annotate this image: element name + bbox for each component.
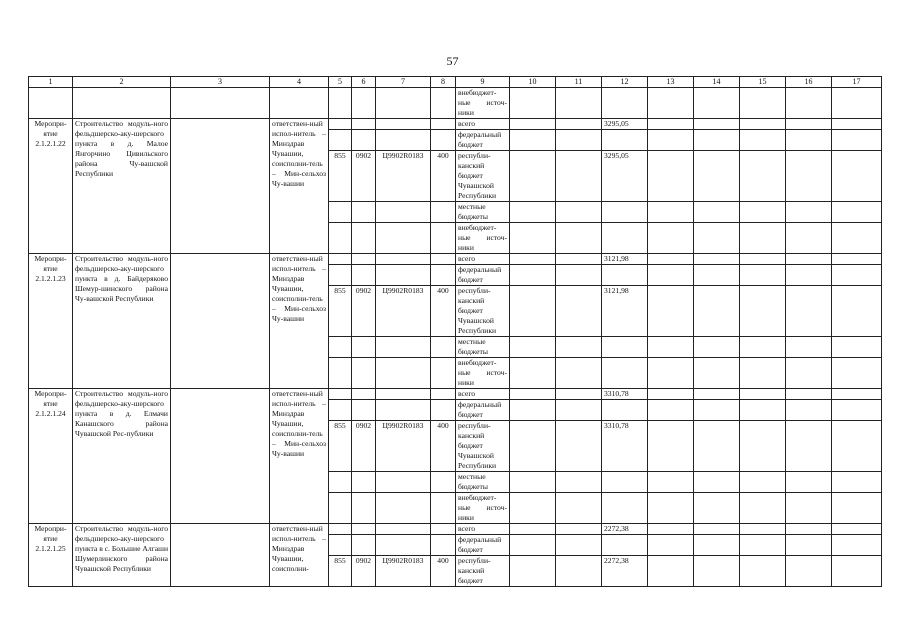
empty-cell (376, 223, 431, 254)
empty-cell (171, 254, 270, 389)
table-row (29, 119, 882, 130)
empty-cell (740, 286, 786, 337)
empty-cell (832, 286, 882, 337)
empty-cell (786, 254, 832, 265)
empty-cell (376, 389, 431, 400)
column-number-7: 7 (376, 77, 431, 88)
empty-cell (556, 202, 602, 223)
empty-cell (431, 535, 456, 556)
csr-code-cell: Ц9902R0183 (376, 151, 431, 202)
vr-code-cell: 400 (431, 421, 456, 472)
empty-cell (740, 223, 786, 254)
empty-cell (556, 472, 602, 493)
empty-cell (431, 472, 456, 493)
empty-cell (694, 421, 740, 472)
grbs-code-cell: 855 (329, 556, 352, 587)
empty-cell (832, 130, 882, 151)
empty-cell (786, 524, 832, 535)
empty-cell (694, 472, 740, 493)
empty-cell (832, 119, 882, 130)
column-number-17: 17 (832, 77, 882, 88)
empty-cell (556, 535, 602, 556)
amount-cell (602, 202, 648, 223)
empty-cell (648, 556, 694, 587)
empty-cell (832, 421, 882, 472)
executor-cell: ответствен-ный испол-нитель – Минздрав Чувашии, соисполни-тель – Мин-сельхоз Чу-вашии (270, 254, 329, 389)
column-number-10: 10 (510, 77, 556, 88)
empty-cell (510, 223, 556, 254)
amount-cell: 2272,38 (602, 524, 648, 535)
source-cell: внебюджет-ные источ-ники (456, 88, 510, 119)
empty-cell (329, 358, 352, 389)
empty-cell (510, 535, 556, 556)
empty-cell (376, 130, 431, 151)
amount-cell (602, 223, 648, 254)
empty-cell (694, 254, 740, 265)
empty-cell (352, 493, 376, 524)
empty-cell (431, 337, 456, 358)
empty-cell (376, 254, 431, 265)
empty-cell (648, 254, 694, 265)
empty-cell (510, 337, 556, 358)
source-cell: всего (456, 524, 510, 535)
empty-cell (832, 254, 882, 265)
empty-cell (648, 493, 694, 524)
empty-cell (431, 130, 456, 151)
empty-cell (376, 472, 431, 493)
empty-cell (352, 535, 376, 556)
event-number-cell: Меропри-ятие 2.1.2.1.22 (29, 119, 73, 254)
empty-cell (329, 223, 352, 254)
empty-cell (648, 286, 694, 337)
empty-cell (786, 265, 832, 286)
empty-cell (740, 358, 786, 389)
source-cell: местные бюджеты (456, 202, 510, 223)
empty-cell (740, 421, 786, 472)
empty-cell (352, 337, 376, 358)
amount-cell (602, 358, 648, 389)
source-cell: федеральный бюджет (456, 265, 510, 286)
source-cell: федеральный бюджет (456, 535, 510, 556)
empty-cell (376, 358, 431, 389)
empty-cell (431, 223, 456, 254)
empty-cell (740, 535, 786, 556)
empty-cell (376, 524, 431, 535)
empty-cell (431, 119, 456, 130)
source-cell: внебюджет-ные источ-ники (456, 493, 510, 524)
empty-cell (786, 535, 832, 556)
amount-cell (602, 472, 648, 493)
grbs-code-cell: 855 (329, 286, 352, 337)
empty-cell (329, 400, 352, 421)
source-cell: республи-канский бюджет (456, 556, 510, 587)
empty-cell (352, 254, 376, 265)
event-number-cell: Меропри-ятие 2.1.2.1.23 (29, 254, 73, 389)
source-cell: республи-канский бюджет Чувашской Республики (456, 421, 510, 472)
amount-cell (602, 265, 648, 286)
empty-cell (510, 524, 556, 535)
empty-cell (648, 524, 694, 535)
empty-cell (832, 151, 882, 202)
empty-cell (556, 254, 602, 265)
source-cell: федеральный бюджет (456, 130, 510, 151)
empty-cell (431, 524, 456, 535)
amount-cell: 3310,78 (602, 421, 648, 472)
column-number-1: 1 (29, 77, 73, 88)
empty-cell (786, 358, 832, 389)
empty-cell (556, 389, 602, 400)
empty-cell (510, 119, 556, 130)
empty-cell (648, 223, 694, 254)
empty-cell (648, 151, 694, 202)
source-cell: всего (456, 254, 510, 265)
event-title-cell: Строительство модуль-ного фельдшерско-аку-шерского пункта в д. Малое Янгорчино Цивильского района Чу-вашской Республики (73, 119, 171, 254)
empty-cell (694, 119, 740, 130)
empty-cell (740, 524, 786, 535)
grbs-code-cell: 855 (329, 151, 352, 202)
empty-cell (556, 119, 602, 130)
empty-cell (740, 151, 786, 202)
empty-cell (694, 223, 740, 254)
empty-cell (556, 286, 602, 337)
empty-cell (832, 400, 882, 421)
column-number-12: 12 (602, 77, 648, 88)
empty-cell (431, 265, 456, 286)
empty-cell (171, 119, 270, 254)
empty-cell (510, 130, 556, 151)
empty-cell (694, 400, 740, 421)
event-title-cell: Строительство модуль-ного фельдшерско-аку-шерского пункта в д. Байдеряково Шемур-шинского района Чу-вашской Республики (73, 254, 171, 389)
amount-cell (602, 400, 648, 421)
empty-cell (510, 400, 556, 421)
empty-cell (740, 337, 786, 358)
empty-cell (832, 389, 882, 400)
empty-cell (648, 337, 694, 358)
empty-cell (832, 472, 882, 493)
empty-cell (329, 493, 352, 524)
amount-cell: 3121,98 (602, 286, 648, 337)
source-cell: внебюджет-ные источ-ники (456, 358, 510, 389)
empty-cell (352, 130, 376, 151)
empty-cell (556, 556, 602, 587)
column-number-4: 4 (270, 77, 329, 88)
empty-cell (648, 358, 694, 389)
empty-cell (431, 389, 456, 400)
empty-cell (556, 493, 602, 524)
source-cell: местные бюджеты (456, 337, 510, 358)
empty-cell (352, 389, 376, 400)
empty-cell (740, 119, 786, 130)
empty-cell (329, 202, 352, 223)
empty-cell (694, 202, 740, 223)
empty-cell (556, 130, 602, 151)
executor-cell: ответствен-ный испол-нитель – Минздрав Чувашии, соисполни-тель – Мин-сельхоз Чу-вашии (270, 389, 329, 524)
empty-cell (510, 389, 556, 400)
empty-cell (431, 493, 456, 524)
empty-cell (740, 265, 786, 286)
empty-cell (329, 337, 352, 358)
event-number-cell: Меропри-ятие 2.1.2.1.25 (29, 524, 73, 587)
empty-cell (329, 265, 352, 286)
source-cell: республи-канский бюджет Чувашской Республики (456, 286, 510, 337)
empty-cell (786, 337, 832, 358)
source-cell: внебюджет-ные источ-ники (456, 223, 510, 254)
empty-cell (352, 202, 376, 223)
vr-code-cell: 400 (431, 286, 456, 337)
empty-cell (556, 223, 602, 254)
column-number-16: 16 (786, 77, 832, 88)
empty-cell (832, 337, 882, 358)
empty-cell (740, 389, 786, 400)
empty-cell (832, 556, 882, 587)
amount-cell (602, 493, 648, 524)
empty-cell (648, 119, 694, 130)
empty-cell (832, 535, 882, 556)
empty-cell (694, 535, 740, 556)
amount-cell: 3295,05 (602, 119, 648, 130)
empty-cell (352, 524, 376, 535)
empty-cell (832, 524, 882, 535)
empty-cell (329, 535, 352, 556)
source-cell: республи-канский бюджет Чувашской Республики (456, 151, 510, 202)
empty-cell (740, 556, 786, 587)
empty-cell (740, 254, 786, 265)
empty-cell (694, 389, 740, 400)
executor-cell: ответствен-ный испол-нитель – Минздрав Чувашии, соисполни-тель – Мин-сельхоз Чу-вашии (270, 119, 329, 254)
column-number-5: 5 (329, 77, 352, 88)
empty-cell (786, 151, 832, 202)
empty-cell (352, 223, 376, 254)
empty-cell (786, 400, 832, 421)
column-number-9: 9 (456, 77, 510, 88)
empty-cell (694, 286, 740, 337)
empty-cell (786, 389, 832, 400)
column-number-14: 14 (694, 77, 740, 88)
empty-cell (832, 358, 882, 389)
table-row (29, 524, 882, 535)
empty-cell (648, 535, 694, 556)
empty-cell (786, 493, 832, 524)
empty-cell (352, 358, 376, 389)
empty-cell (786, 556, 832, 587)
empty-cell (740, 472, 786, 493)
executor-cell: ответствен-ный испол-нитель – Минздрав Чувашии, соисполни- (270, 524, 329, 587)
empty-cell (694, 493, 740, 524)
empty-cell (376, 265, 431, 286)
empty-cell (556, 337, 602, 358)
empty-cell (329, 130, 352, 151)
empty-cell (694, 524, 740, 535)
table-row (29, 254, 882, 265)
empty-cell (740, 130, 786, 151)
amount-cell (602, 130, 648, 151)
column-number-15: 15 (740, 77, 786, 88)
vr-code-cell: 400 (431, 556, 456, 587)
empty-cell (431, 254, 456, 265)
csr-code-cell: Ц9902R0183 (376, 286, 431, 337)
empty-cell (556, 524, 602, 535)
empty-cell (431, 400, 456, 421)
source-cell: местные бюджеты (456, 472, 510, 493)
empty-cell (786, 223, 832, 254)
empty-cell (510, 556, 556, 587)
column-numbers-row (29, 77, 882, 88)
rzpr-code-cell: 0902 (352, 286, 376, 337)
empty-cell (510, 265, 556, 286)
amount-cell (602, 535, 648, 556)
amount-cell: 2272,38 (602, 556, 648, 587)
empty-cell (832, 202, 882, 223)
empty-cell (352, 400, 376, 421)
empty-cell (556, 265, 602, 286)
column-number-8: 8 (431, 77, 456, 88)
empty-cell (556, 358, 602, 389)
empty-cell (510, 202, 556, 223)
empty-cell (352, 119, 376, 130)
empty-cell (329, 254, 352, 265)
rzpr-code-cell: 0902 (352, 556, 376, 587)
empty-cell (832, 265, 882, 286)
empty-cell (376, 535, 431, 556)
column-number-2: 2 (73, 77, 171, 88)
source-cell: всего (456, 389, 510, 400)
empty-cell (786, 202, 832, 223)
empty-cell (694, 358, 740, 389)
empty-cell (694, 337, 740, 358)
empty-cell (556, 421, 602, 472)
table-row (29, 389, 882, 400)
empty-cell (740, 400, 786, 421)
empty-cell (510, 151, 556, 202)
carry-over-row (29, 88, 882, 119)
event-title-cell: Строительство модуль-ного фельдшерско-аку-шерского пункта в с. Большие Алгаши Шумерлинского района Чувашской Республики (73, 524, 171, 587)
csr-code-cell: Ц9902R0183 (376, 421, 431, 472)
empty-cell (648, 400, 694, 421)
empty-cell (648, 472, 694, 493)
empty-cell (510, 358, 556, 389)
empty-cell (694, 556, 740, 587)
empty-cell (786, 119, 832, 130)
empty-cell (786, 286, 832, 337)
empty-cell (352, 472, 376, 493)
empty-cell (694, 265, 740, 286)
page-number: 57 (446, 54, 459, 68)
empty-cell (171, 524, 270, 587)
empty-cell (832, 493, 882, 524)
empty-cell (556, 151, 602, 202)
empty-cell (376, 119, 431, 130)
empty-cell (648, 265, 694, 286)
rzpr-code-cell: 0902 (352, 151, 376, 202)
empty-cell (352, 265, 376, 286)
empty-cell (740, 493, 786, 524)
empty-cell (832, 223, 882, 254)
empty-cell (648, 202, 694, 223)
empty-cell (786, 130, 832, 151)
csr-code-cell: Ц9902R0183 (376, 556, 431, 587)
empty-cell (556, 400, 602, 421)
empty-cell (648, 421, 694, 472)
empty-cell (510, 472, 556, 493)
source-cell: федеральный бюджет (456, 400, 510, 421)
empty-cell (510, 421, 556, 472)
empty-cell (694, 151, 740, 202)
empty-cell (329, 119, 352, 130)
empty-cell (376, 493, 431, 524)
amount-cell: 3310,78 (602, 389, 648, 400)
rzpr-code-cell: 0902 (352, 421, 376, 472)
empty-cell (694, 130, 740, 151)
empty-cell (648, 389, 694, 400)
event-title-cell: Строительство модуль-ного фельдшерско-аку-шерского пункта в д. Елмачи Канашского района Чувашской Рес-публики (73, 389, 171, 524)
empty-cell (431, 202, 456, 223)
vr-code-cell: 400 (431, 151, 456, 202)
grbs-code-cell: 855 (329, 421, 352, 472)
column-number-3: 3 (171, 77, 270, 88)
empty-cell (376, 400, 431, 421)
empty-cell (376, 337, 431, 358)
empty-cell (431, 358, 456, 389)
empty-cell (329, 472, 352, 493)
amount-cell (602, 337, 648, 358)
column-number-6: 6 (352, 77, 376, 88)
empty-cell (510, 493, 556, 524)
source-cell: всего (456, 119, 510, 130)
amount-cell: 3121,98 (602, 254, 648, 265)
event-number-cell: Меропри-ятие 2.1.2.1.24 (29, 389, 73, 524)
empty-cell (329, 524, 352, 535)
empty-cell (786, 421, 832, 472)
empty-cell (510, 286, 556, 337)
column-number-13: 13 (648, 77, 694, 88)
empty-cell (376, 202, 431, 223)
empty-cell (786, 472, 832, 493)
column-number-11: 11 (556, 77, 602, 88)
empty-cell (648, 130, 694, 151)
amount-cell: 3295,05 (602, 151, 648, 202)
empty-cell (329, 389, 352, 400)
empty-cell (740, 202, 786, 223)
budget-table (28, 76, 882, 587)
empty-cell (171, 389, 270, 524)
empty-cell (510, 254, 556, 265)
